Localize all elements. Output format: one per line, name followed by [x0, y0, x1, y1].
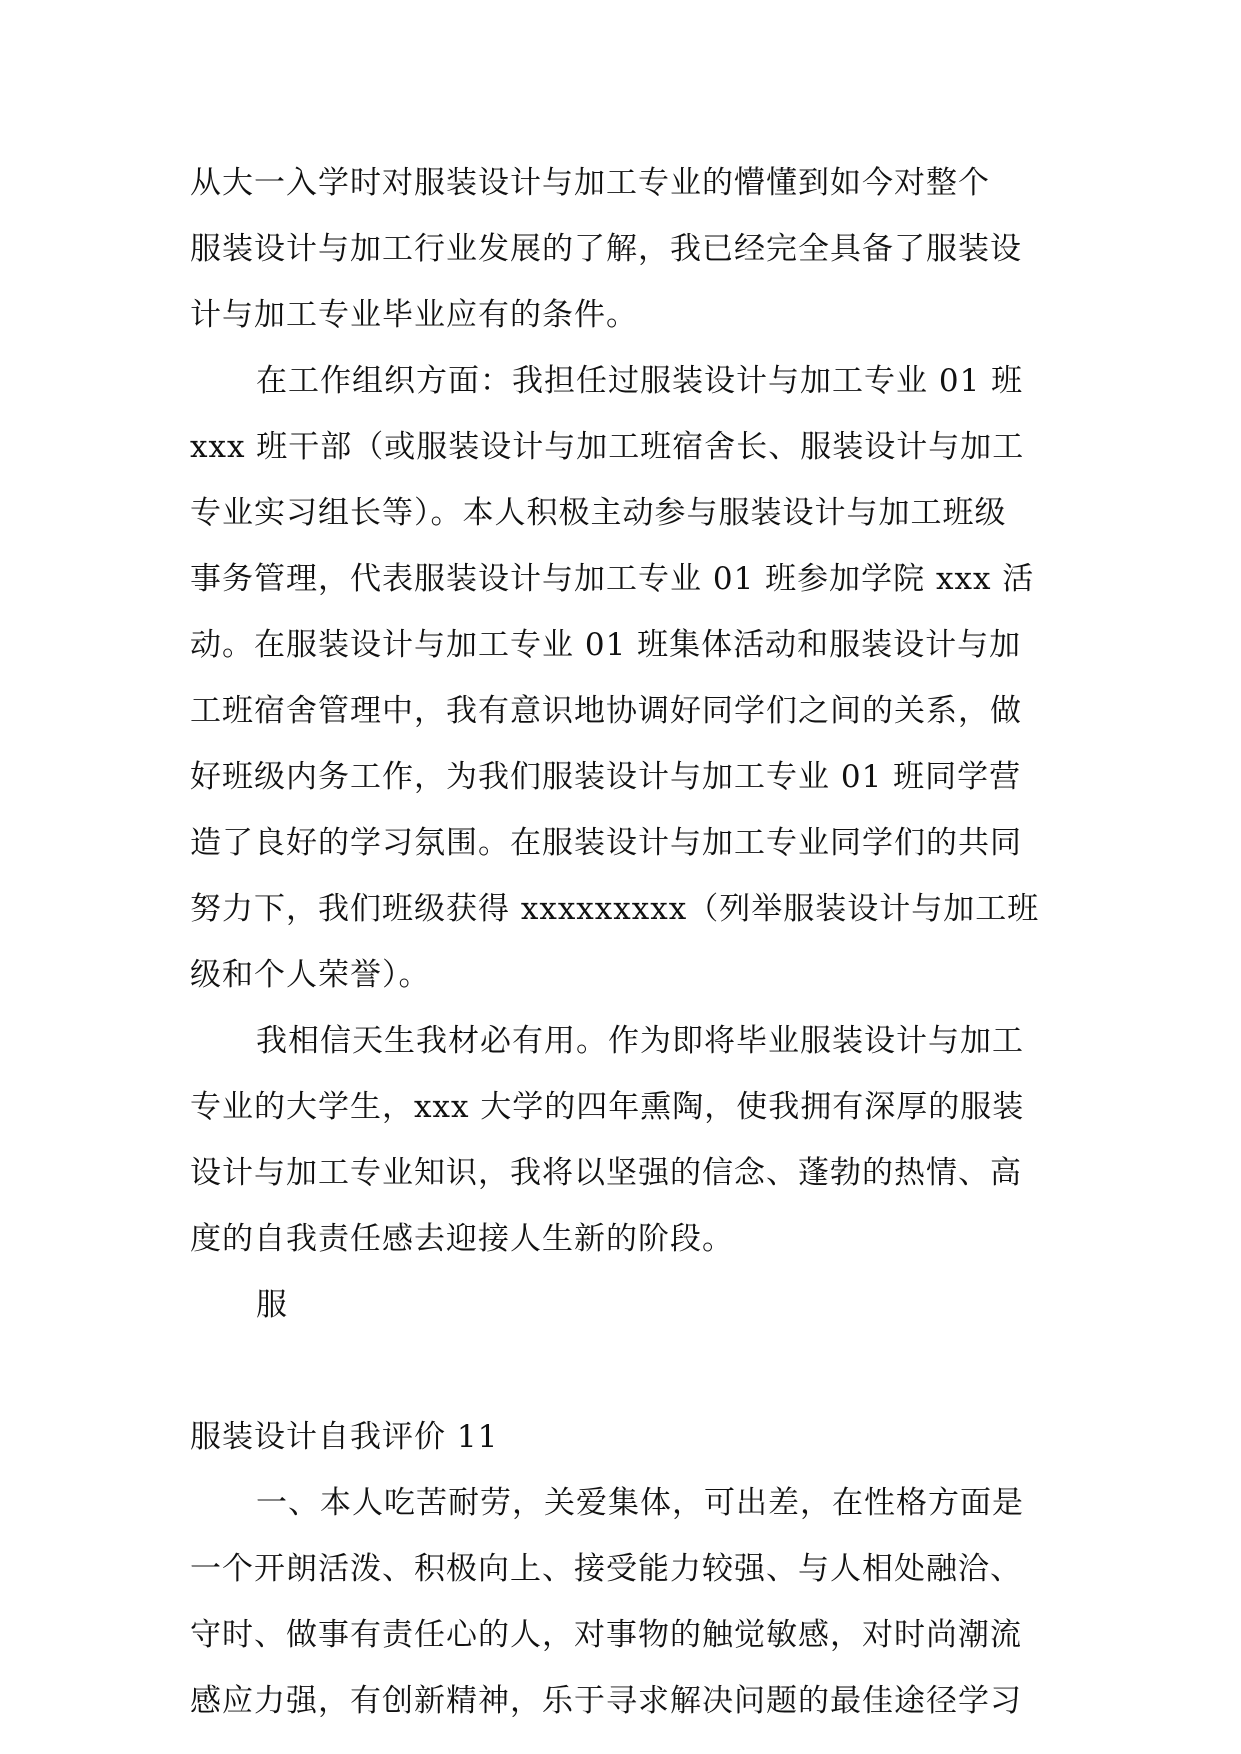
paragraph-line: 服装设计与加工行业发展的了解，我已经完全具备了服装设	[190, 231, 1022, 267]
paragraph-line: 好班级内务工作，为我们服装设计与加工专业 01 班同学营	[190, 759, 1022, 795]
paragraph-line: 从大一入学时对服装设计与加工专业的懵懂到如今对整个	[190, 165, 990, 201]
paragraph-line: 工班宿舍管理中，我有意识地协调好同学们之间的关系，做	[190, 693, 1022, 729]
paragraph-line: 守时、做事有责任心的人，对事物的触觉敏感，对时尚潮流	[190, 1617, 1022, 1653]
paragraph-line: 在工作组织方面：我担任过服装设计与加工专业 01 班	[256, 363, 1024, 399]
paragraph-line: 专业实习组长等）。本人积极主动参与服装设计与加工班级	[190, 495, 1007, 531]
paragraph-line: 设计与加工专业知识，我将以坚强的信念、蓬勃的热情、高	[190, 1155, 1022, 1191]
paragraph-line: 一、本人吃苦耐劳，关爱集体，可出差，在性格方面是	[256, 1485, 1024, 1521]
paragraph-line: xxx 班干部（或服装设计与加工班宿舍长、服装设计与加工	[190, 429, 1025, 465]
paragraph-line: 服	[256, 1287, 288, 1323]
paragraph-line: 度的自我责任感去迎接人生新的阶段。	[190, 1221, 734, 1257]
paragraph-line: 专业的大学生，xxx 大学的四年熏陶，使我拥有深厚的服装	[190, 1089, 1025, 1125]
paragraph-line: 级和个人荣誉）。	[190, 957, 431, 993]
paragraph-line: 努力下，我们班级获得 xxxxxxxxx（列举服装设计与加工班	[190, 891, 1040, 927]
paragraph-line: 事务管理，代表服装设计与加工专业 01 班参加学院 xxx 活	[190, 561, 1035, 597]
paragraph-line: 一个开朗活泼、积极向上、接受能力较强、与人相处融洽、	[190, 1551, 1022, 1587]
paragraph-line: 计与加工专业毕业应有的条件。	[190, 297, 638, 333]
section-heading: 服装设计自我评价 11	[190, 1419, 499, 1455]
paragraph-line: 造了良好的学习氛围。在服装设计与加工专业同学们的共同	[190, 825, 1022, 861]
paragraph-gap	[190, 1338, 1060, 1404]
document-body	[190, 150, 1060, 1734]
paragraph-line: 我相信天生我材必有用。作为即将毕业服装设计与加工	[256, 1023, 1024, 1059]
paragraph-line: 感应力强，有创新精神，乐于寻求解决问题的最佳途径学习	[190, 1683, 1022, 1719]
paragraph-line: 动。在服装设计与加工专业 01 班集体活动和服装设计与加	[190, 627, 1022, 663]
